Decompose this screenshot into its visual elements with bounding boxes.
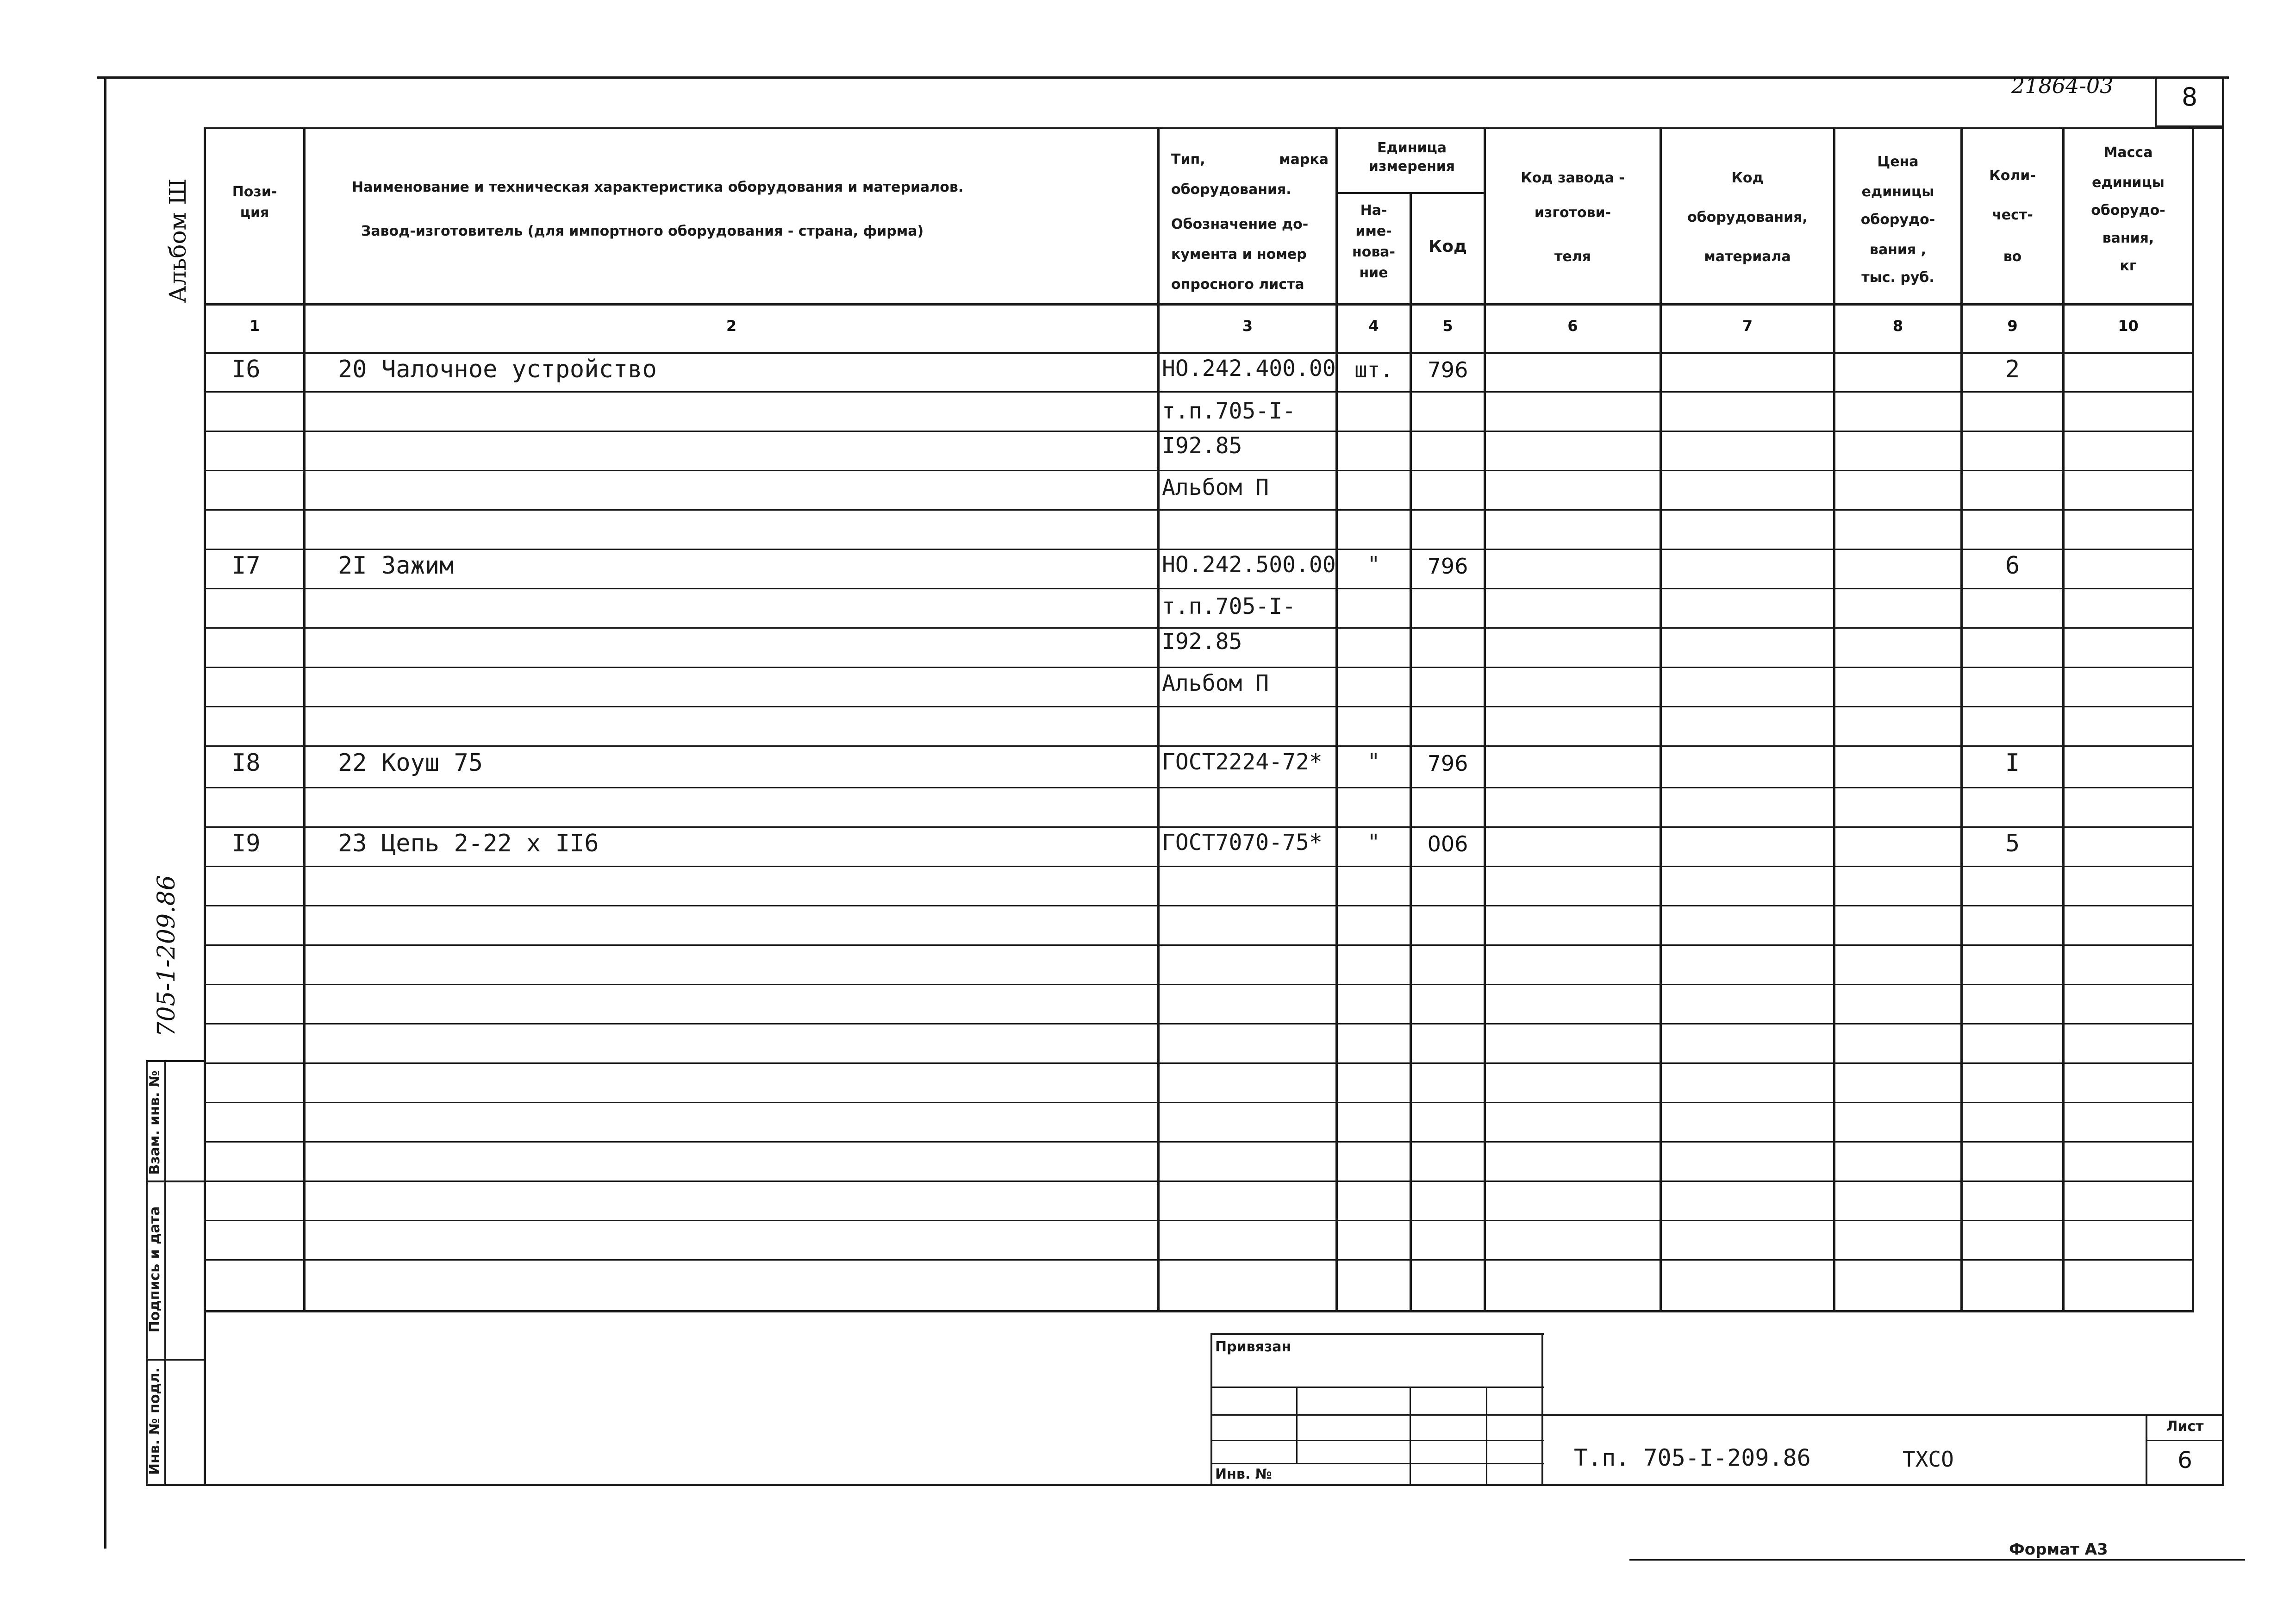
stamp-line	[1210, 1440, 1544, 1441]
row-line	[204, 431, 2194, 432]
row-code: 006	[1427, 831, 1468, 856]
row-line	[204, 1023, 2194, 1024]
row-line	[204, 1062, 2194, 1064]
row-line	[204, 588, 2194, 589]
header-col9-line3: во	[2003, 249, 2022, 265]
row-type: т.п.705-І-	[1162, 593, 1296, 619]
row-type: НО.242.500.00	[1162, 552, 1336, 578]
row-line	[204, 1259, 2194, 1261]
row-line	[204, 1102, 2194, 1103]
row-line	[204, 1141, 2194, 1143]
header-col7-line3: материала	[1704, 249, 1791, 265]
header-col6-line3: теля	[1554, 249, 1591, 265]
col-number: 7	[1742, 317, 1753, 335]
header-units-line2: измерения	[1368, 158, 1455, 175]
header-col6-line2: изготови-	[1534, 205, 1611, 221]
row-position: І9	[231, 830, 261, 857]
col-number: 5	[1442, 317, 1453, 335]
row-line	[204, 905, 2194, 906]
header-col2-line1: Наименование и техническая характеристика оборудования и материалов.	[352, 179, 964, 195]
stamp-vline	[1296, 1387, 1298, 1463]
row-unit: "	[1367, 749, 1380, 774]
header-col4-line2: име-	[1355, 223, 1392, 239]
row-type: Альбом П	[1162, 670, 1269, 696]
header-col10-line2: единицы	[2092, 175, 2165, 191]
header-col8-line5: тыс. руб.	[1861, 269, 1934, 286]
table-bottom-line	[204, 1310, 2194, 1312]
header-col7-line1: Код	[1731, 170, 1764, 186]
stamp-inv-no: Инв. №	[1215, 1466, 1272, 1482]
header-col3-line3: Обозначение до-	[1171, 216, 1309, 232]
header-bottom-line	[204, 303, 2194, 306]
col-number: 10	[2118, 317, 2139, 335]
header-col3-line5: опросного листа	[1171, 276, 1304, 293]
side-stamp-div1	[146, 1181, 206, 1182]
stamp-privyazan: Привязан	[1215, 1339, 1292, 1355]
header-col1-line1: Пози-	[232, 184, 277, 200]
row-line	[204, 549, 2194, 550]
side-inv-replace: Взам. инв. №	[147, 1070, 163, 1175]
row-unit: "	[1367, 830, 1380, 855]
header-col3-line2: оборудования.	[1171, 181, 1292, 198]
stamp-list-label: Лист	[2166, 1418, 2204, 1435]
row-line	[204, 826, 2194, 828]
row-name: 23 Цепь 2-22 х ІІ6	[338, 830, 599, 857]
list-box-left	[2146, 1414, 2147, 1486]
list-box-mid	[2146, 1440, 2224, 1441]
format-line	[1629, 1559, 2245, 1561]
header-col4-line4: ние	[1359, 265, 1388, 281]
stamp-designation: Т.п. 705-І-209.86	[1574, 1444, 1811, 1471]
header-col7-line2: оборудования,	[1687, 209, 1808, 225]
row-type: ГОСТ2224-72*	[1162, 749, 1323, 775]
col-number: 3	[1242, 317, 1253, 335]
row-position: І6	[231, 356, 261, 383]
header-col9-line1: Коли-	[1989, 168, 2036, 184]
side-stamp-mid	[164, 1060, 166, 1486]
row-qty: І	[2005, 749, 2020, 777]
format-label: Формат А3	[2009, 1540, 2108, 1559]
row-type: ГОСТ7070-75*	[1162, 830, 1323, 856]
col-number: 4	[1368, 317, 1379, 335]
col-line-5	[1484, 127, 1486, 1312]
frame-top-line	[97, 76, 2229, 79]
header-col8-line2: единицы	[1861, 184, 1934, 200]
header-col4-line1: На-	[1360, 202, 1387, 219]
row-code: 796	[1427, 554, 1468, 579]
header-col8-line4: вания ,	[1869, 242, 1927, 258]
col-number: 2	[726, 317, 737, 335]
frame-right-line	[2222, 76, 2224, 1484]
stamp-vline	[1486, 1387, 1487, 1486]
side-code-label: 705-1-209.86	[153, 875, 181, 1037]
side-inv-original: Инв. № подл.	[147, 1367, 163, 1475]
header-col6-line1: Код завода -	[1521, 170, 1625, 186]
side-sign-date: Подпись и дата	[147, 1206, 163, 1333]
row-position: І7	[231, 552, 261, 580]
row-line	[204, 509, 2194, 511]
header-col3-line4: кумента и номер	[1171, 246, 1307, 262]
header-col5: Код	[1428, 237, 1467, 256]
stamp-list-number: 6	[2177, 1447, 2192, 1474]
stamp-line	[1210, 1463, 1544, 1464]
header-col10-line3: оборудо-	[2091, 202, 2165, 219]
header-col2-line2: Завод-изготовитель (для импортного оборудования - страна, фирма)	[361, 223, 924, 239]
frame-left-line	[104, 76, 106, 1549]
row-unit: шт.	[1354, 357, 1393, 382]
row-line	[204, 787, 2194, 788]
col-number: 8	[1892, 317, 1903, 335]
stamp-line	[1210, 1387, 1544, 1388]
inner-frame-bottom	[146, 1484, 2224, 1486]
row-position: І8	[231, 749, 261, 777]
row-type: т.п.705-І-	[1162, 398, 1296, 424]
header-col10-line5: кг	[2120, 258, 2137, 274]
row-line	[204, 706, 2194, 707]
col-number: 6	[1567, 317, 1578, 335]
row-type: І92.85	[1162, 433, 1242, 459]
row-code: 796	[1427, 357, 1468, 382]
row-name: 22 Коуш 75	[338, 749, 483, 777]
header-units-line1: Единица	[1377, 140, 1447, 156]
stamp-line	[1210, 1414, 1544, 1416]
row-type: НО.242.400.00	[1162, 356, 1336, 381]
header-col10-line4: вания,	[2102, 230, 2154, 246]
sheet-number-top: 8	[2181, 82, 2198, 112]
row-line	[204, 944, 2194, 946]
row-line	[204, 745, 2194, 747]
units-split-line	[1338, 192, 1486, 194]
row-line	[204, 1220, 2194, 1221]
row-type: І92.85	[1162, 629, 1242, 655]
header-col8-line1: Цена	[1877, 154, 1919, 170]
header-col3-line1: Тип, марка	[1171, 151, 1329, 168]
col-line-3	[1335, 127, 1338, 1312]
header-col4-line3: нова-	[1352, 244, 1396, 260]
row-type: Альбом П	[1162, 475, 1269, 500]
header-col10-line1: Масса	[2103, 144, 2153, 161]
header-col8-line3: оборудо-	[1860, 212, 1935, 228]
stamp-top	[1210, 1333, 1544, 1335]
numbers-bottom-line	[204, 352, 2194, 354]
header-col9-line2: чест-	[1992, 207, 2033, 223]
side-stamp-top	[146, 1060, 206, 1062]
row-name: 20 Чалочное устройство	[338, 356, 657, 383]
row-name: 2І Зажим	[338, 552, 454, 580]
row-line	[204, 470, 2194, 471]
header-col1-line2: ция	[240, 205, 269, 221]
row-code: 796	[1427, 751, 1468, 776]
col-number: 9	[2007, 317, 2018, 335]
col-line-10	[2192, 127, 2194, 1312]
table-header-top	[204, 127, 2194, 129]
col-line-7	[1833, 127, 1835, 1312]
row-line	[204, 1181, 2194, 1182]
row-line	[204, 667, 2194, 668]
col-line-9	[2062, 127, 2065, 1312]
stamp-mark: ТХСО	[1903, 1447, 1954, 1472]
row-qty: 6	[2005, 552, 2020, 580]
row-line	[204, 391, 2194, 393]
col-line-8	[1960, 127, 1963, 1312]
col-line-2	[1157, 127, 1160, 1312]
row-unit: "	[1367, 552, 1380, 577]
col-line-6	[1660, 127, 1662, 1312]
row-qty: 2	[2005, 356, 2020, 383]
row-line	[204, 984, 2194, 985]
side-album-label: Альбом Ш	[164, 178, 191, 303]
title-top-line	[1541, 1414, 2224, 1416]
row-line	[204, 866, 2194, 867]
col-line-1	[303, 127, 306, 1312]
doc-number-top: 21864-03	[2011, 73, 2114, 98]
row-qty: 5	[2005, 830, 2020, 857]
stamp-vline	[1410, 1387, 1411, 1486]
col-number: 1	[249, 317, 260, 335]
